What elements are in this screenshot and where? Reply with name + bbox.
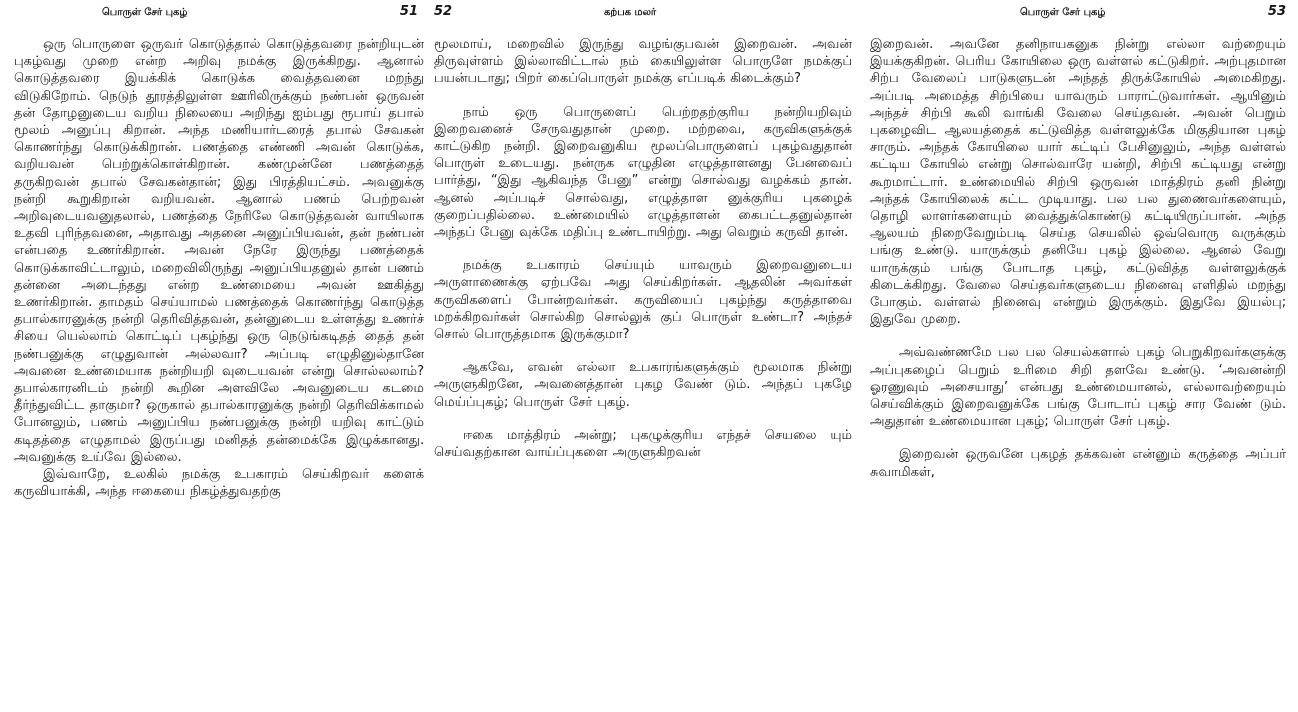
running-header: [14, 0, 424, 26]
running-title: பொருள் சேர் புகழ்: [102, 7, 188, 18]
page-53: [870, 0, 1286, 712]
paragraph: ஆகவே, எவன் எல்லா உபகாரங்களுக்கும் மூலமாக நின்று அருளுகிறனே, அவனைத்தான் புகழ வேண் டும். அந்தப் புகழே மெய்ப்புகழ்; பொருள் சேர் புகழ்.: [434, 360, 852, 410]
page-body: [870, 36, 1286, 481]
paragraph: மூலமாய், மறைவில் இருந்து வழங்குபவன் இறைவன். அவன் திருவுள்ளம் இல்லாவிட்டால் நம் கையிலுள்ள பொருளே நமக்குப் பயன்படாது; பிறர் கைப்பொருள் நமக்கு எப்படிக் கிடைக்கும்?: [434, 37, 852, 87]
paragraph: ஒரு பொருளை ஒருவர் கொடுத்தால் கொடுத்தவரை நன்றியுடன் புகழ்வது முறை என்ற அறிவு நமக்கு இருக்கிறது. ஆனால் கொடுத்தவரை இயக்கிக் கொடுக்க வைத்தவனை மறந்து விடுகிறோம். நெடுந் தூரத்திலுள்ள ஊரிலிருக்கும் நண்பன் ஒருவன் தன் தோழனுடைய வறிய நிலையை அறிந்து ஐம்பது ரூபாய் தபால் மூலம் அனுப்பு கிறான். அந்த மணியார்டரைத் தபால் சேவகன் கொணர்ந்து கொடுக்கிறான். பணத்தை எண்ணி அவன் கொடுக்க, வறியவன் பெற்றுக்கொள்கிறான். கண்முன்னே பணத்தைத் தருகிறவன் தபால் சேவகன்தான்; இது பிரத்தியட்சம். அவனுக்கு நன்றி கூறுகிறான் வறியவன். ஆனால் பணம் பெற்றவன் அறிவுடையவனுதலால், பணத்தை நேரிலே கொடுத்தவன் வாயிலாக உதவி புரிந்தவனை, அதாவது அதனை அனுப்பியவன், தன் நண்பன் என்பதை உணர்கிறான். அவன் நேரே இருந்து பணத்தைக் கொடுக்காவிட்டாலும், மறைவிலிருந்து அனுப்பியதனுல் தான் பணம் தன்னை அடைந்தது என்ற உண்மையை அவன் ஊகித்து உணர்கிறான். தாமதம் செய்யாமல் பணத்தைக் கொணர்ந்து கொடுத்த தபால்காரனுக்கு நன்றி தெரிவித்தவன், தன்னுடைய உள்ளத்து உணர்ச் சியை யெல்லாம் கொட்டிப் புகழ்ந்து ஒரு நெடுங்கடிதத் தைத் தன் நண்பனுக்கு எழுதுவான் அல்லவா? அப்படி எழுதினுல்தானே அவனை உண்மையாக நன்றியறி வுடையவன் என்று சொல்லலாம்? தபால்காரனிடம் நன்றி கூறின அளவிலே அவனுடைய கடமை தீர்ந்துவிட்ட தாகுமா? ஒருகால் தபால்காரனுக்கு நன்றி தெரிவிக்காமல் போனலும், பணம் அனுப்பிய நண்பனுக்கு நன்றி யறிவு காட்டும் கடிதத்தை எழுதாமல் இருப்பது மனிதத் தன்மைக்கே இழுக்கானது. அவனுக்கு உய்வே இல்லை.: [14, 37, 424, 465]
paragraph: நமக்கு உபகாரம் செய்யும் யாவரும் இறைவனுடைய அருளாணைக்கு ஏற்பவே அது செய்கிறர்கள். ஆதலின் அவர்கள் கருவிகளைப் போன்றவர்கள். கருவியைப் புகழ்ந்து கருத்தாவை மறக்கிறவர்கள் சொல்கிற சொல்லுக் குப் பொருள் உண்டா? அந்தச் சொல் பொருத்தமாக இருக்குமா?: [434, 258, 852, 343]
paragraph: இவ்வாறே, உலகில் நமக்கு உபகாரம் செய்கிறவர் களைக் கருவியாக்கி, அந்த ஈகையை நிகழ்த்துவதற்கு: [14, 467, 424, 500]
page-52: [434, 0, 852, 712]
paragraph: இறைவன். அவனே தனிநாயகனுக நின்று எல்லா வற்றையும் இயக்குகிறன். பெரிய கோயிலை ஒரு வள்ளல் கட்டுகிறர். அற்புதமான சிற்ப வேலைப் பாடுகளுடன் அந்தத் திருக்கோயில் அமைகிறது. அப்படி அமைத்த சிற்பியை யாவரும் பாராட்டுவார்கள். ஆயினும் அந்தச் சிற்பி கூலி வாங்கி வேலை செய்தவன். அவன் பெறும் புகழைவிட ஆலயத்தைக் கட்டுவித்த வள்ளலுக்கே மிகுதியான புகழ் சாரும். அந்தக் கோயிலை யார் கட்டிப் பேசினுலும், அந்த வள்ளல் கட்டிய கோயில் என்று சொல்வாரே யன்றி, சிற்பி கட்டியது என்று கூறமாட்டார். உண்மையில் சிற்பி ஒருவன் மாத்திரம் தனி நின்று அந்தக் கோயிலைக் கட்ட முடியாது. பல பல துணைவர்களையும், தொழி லாளர்களையும் வைத்துக்கொண்டு கட்டியிருப்பான். அந்த ஆலயம் நிறைவேறும்படி செய்த செயலில் ஒவ்வொரு வருக்கும் பங்கு உண்டு. யாருக்கும் தனியே புகழ் இல்லை. ஆனல் வேறு யாருக்கும் பங்கு போடாத புகழ், கட்டுவித்த வள்ளலுக்குக் கிடைக்கிறது. வேலை செய்தவர்களுடைய நினைவு எளிதில் மறந்து போகும். வள்ளல் நினைவு என்றும் இருக்கும். இதுவே இயல்பு; இதுவே முறை.: [870, 37, 1286, 328]
page-body: [14, 36, 424, 500]
paragraph: நாம் ஒரு பொருளைப் பெற்றதற்குரிய நன்றியறிவும் இறைவனைச் சேருவதுதான் முறை. மற்றவை, கருவிகளுக்குக் காட்டுகிற நன்றி. இறைவனுகிய மூலப்பொருளைப் புகழ்வதுதான் பொருள் உடையது. நன்ருக எழுதின எழுத்தாளனது பேனவைப் பார்த்து, “இது ஆகிவந்த பேனு” என்று சொல்வது வழக்கம் தான். ஆனல் அப்படிச் சொல்வது, எழுத்தாள னுக்குரிய புகழைக் குறைப்பதில்லை. உண்மையில் எழுத்தாளன் கைபட்டதனுல்தான் அந்தப் பேனு வுக்கே மதிப்பு உண்டாயிற்று. அது வெறும் கருவி தான்.: [434, 104, 852, 241]
paragraph: அவ்வண்ணமே பல பல செயல்களால் புகழ் பெறுகிறவர்களுக்கு அப்புகழைப் பெறும் உரிமை சிறி தளவே உண்டு. ‘அவனன்றி ஓரணுவும் அசையாது’ என்பது உண்மையானல், எல்லாவற்றையும் செய்விக்கும் இறைவனுக்கே பங்கு போடாப் புகழ் சார வேண் டும். அதுதான் உண்மையான புகழ்; பொருள் சேர் புகழ்.: [870, 345, 1286, 430]
page-51: [14, 0, 424, 712]
running-title: கற்பக மலர்: [604, 7, 657, 18]
paragraph: ஈகை மாத்திரம் அன்று; புகழுக்குரிய எந்தச் செயலை யும் செய்வதற்கான வாய்ப்புகளை அருளுகிறவன்: [434, 427, 852, 461]
running-header: [870, 0, 1286, 26]
page-body: [434, 36, 852, 461]
running-header: [434, 0, 852, 26]
running-title: பொருள் சேர் புகழ்: [1020, 7, 1106, 18]
page-number: 52: [434, 4, 453, 19]
paragraph: இறைவன் ஒருவனே புகழத் தக்கவன் என்னும் கருத்தை அப்பர் சுவாமிகள்,: [870, 447, 1286, 480]
page-number: 53: [1267, 4, 1286, 19]
page-number: 51: [399, 4, 418, 19]
